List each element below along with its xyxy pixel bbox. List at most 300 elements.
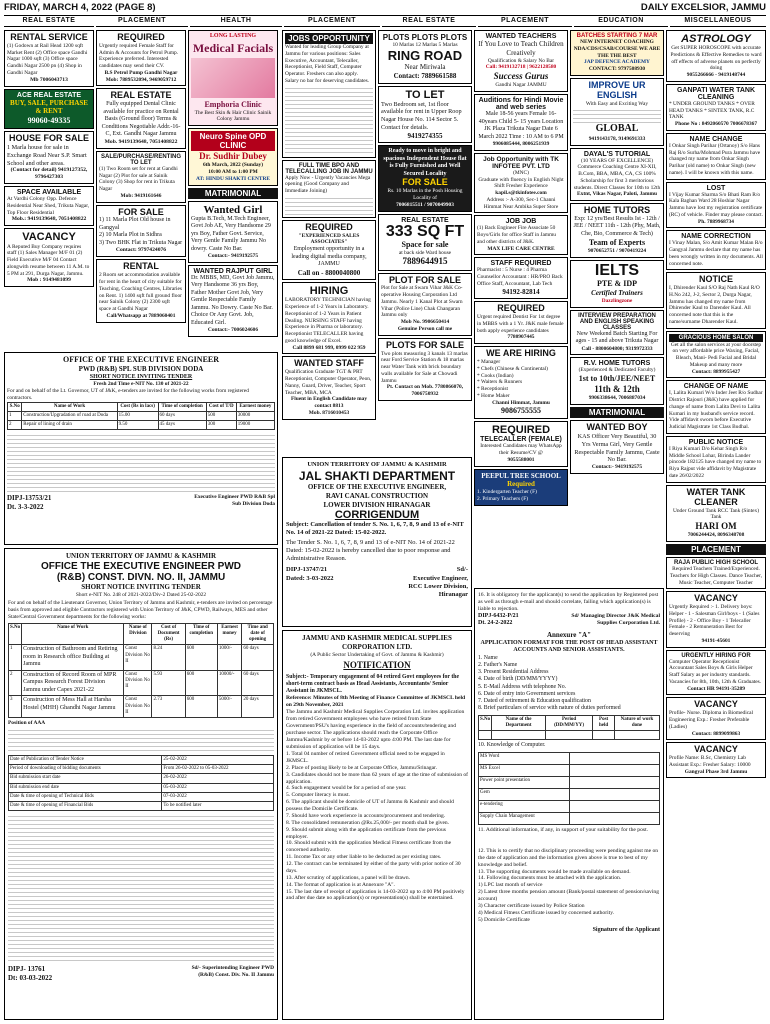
tender-fine-print [7, 432, 275, 492]
notice-date: Dated: 3-03-2022 [286, 574, 334, 582]
ad-phone: Pt. Contact on Mob. 7780866070, 7006750932 [386, 384, 464, 398]
table-cell: Const Division No II [124, 696, 152, 718]
ad-title: WANTED RAJPUT GIRL [193, 267, 273, 275]
ad-phone: 94191-45601 [701, 637, 731, 644]
ad-title: PLOTS FOR SALE [385, 339, 464, 350]
ad-for-sale [96, 205, 186, 258]
ad-ace-real-estate [4, 89, 94, 130]
section-real-estate-1: REAL ESTATE [4, 17, 94, 27]
list-item: 3. Present Residential Address [478, 669, 549, 676]
table-header: S.No [9, 623, 22, 645]
list-item: 8. The consolidated remuneration @Rs.25,000/- per month shall be given. [286, 819, 450, 826]
ad-title: NAME CORRECTION [681, 233, 751, 241]
list-item: 2. Place of posting likely to be at Corporate Office, Jammu/Srinagar. [286, 764, 437, 771]
ad-change-of-name [666, 380, 766, 434]
ad-address: Channi Himmat, Jammu [492, 399, 550, 406]
ad-note: Fluent in English Candidate may contact 8813 [290, 396, 368, 410]
table-cell: 600 [185, 670, 217, 696]
ad-vacancy-1 [666, 591, 766, 647]
table-cell: Const Division No II [124, 670, 152, 696]
ad-wanted-girl [188, 201, 278, 263]
ad-body: I, Dhirender Kaul S/O Raj Nath Kaul R/O H.No 242, J-2, Sector 2, Durga Nagar, Jammu has changed my name from Dhirender Kaul to Darender Kaul. All concerned note that this is the name/surname Dharender Kaul. [669, 285, 760, 325]
table-cell: 1 [8, 411, 22, 420]
table-cell: 10000/- [217, 670, 241, 696]
notice-body: The Tender S. No. 1, 6, 7, 8, 9 and 13 of e-NIT No. 14 of 2021-22 Dated: 15-02-2022 is hereby cancelled due to poor response and Administrative Reason. [286, 539, 455, 563]
ad-phone: Contact: 8899099863 [691, 730, 741, 737]
ad-vacancy-2 [666, 697, 766, 740]
ad-public-notice [666, 436, 766, 483]
ad-title: SALE/PURCHASE/RENTING TO LET [100, 153, 181, 166]
ad-brand: Emphoria Clinic [204, 99, 262, 109]
ad-title: WE ARE HIRING [486, 348, 556, 359]
column-7 [570, 30, 664, 585]
ad-note: Genuine Person call me [397, 325, 453, 332]
ad-brand: MAX LIFE CARE CENTRE [487, 245, 555, 252]
tender-title2: (R&B) CONST. DIVN. NO. II, JAMMU [56, 571, 226, 583]
ad-brand: GLOBAL [595, 123, 639, 135]
ad-body: Graduate with fluency in English Night Shift Fresher Experience [478, 176, 564, 190]
ad-we-are-hiring [474, 346, 568, 419]
ad-phone: 94192-82814 [502, 287, 540, 296]
annex-fields [478, 655, 660, 713]
tender-footer [8, 965, 274, 983]
table-cell: Construction/Upgradation of road at Doda [22, 411, 117, 420]
table-row [9, 696, 274, 718]
ad-phone: 9070652751 / 9070419224 [587, 248, 647, 255]
table-header: Name of Work [22, 623, 124, 645]
column-3 [188, 30, 278, 350]
list-item: 7. Dated of retirement & Education qualification [478, 698, 591, 705]
ad-title: RENTAL SERVICE [10, 32, 88, 42]
table-cell: 600 [185, 645, 217, 671]
ad-ganpati-water-tank [666, 84, 766, 131]
list-item: 1) LPC last month of service [478, 882, 543, 889]
annex-knowledge-table [478, 752, 660, 825]
ad-sub: TELECALLER (FEMALE) [480, 436, 562, 444]
table-cell: e-tendering [479, 800, 570, 812]
table-row [9, 774, 274, 783]
ad-title: REQUIRED [305, 221, 353, 232]
table-header-row [9, 623, 274, 645]
table-cell: 8.24 [152, 645, 185, 671]
table-header: Cost (Rs in lacs) [117, 402, 158, 411]
notice-title: JAMMU AND KASHMIR MEDICAL SUPPLIES CORPORATION LTD. [302, 634, 452, 651]
ad-phone: Contact:- 9419192575 [207, 253, 259, 260]
list-item: 4) Medical Fitness Certificate issued by concerned authority. [478, 910, 615, 917]
table-header: Post held [593, 715, 615, 731]
ad-phone: Mob. 9419139648, 7051408822 [104, 138, 178, 145]
list-item: 2. Father's Name [478, 661, 518, 668]
ad-auditions [474, 94, 568, 151]
ad-body: Required Teachers Trained/Experienced. Teachers for High Classes. Dance Teacher, Music Teacher, Computer Teacher [669, 566, 763, 586]
ad-body: Urgently required Female Staff for Admin & Accounts for Petrol Pump. Experience preferred. Interested candidates may send their CV. [99, 42, 179, 70]
sig-line: Sd/- [456, 566, 468, 574]
list-item: 15. The last date of receipt of application is 14-03-2022 up to 4:00 PM positively and after due date no application(s) or representation(s) shall be entertained. [286, 888, 465, 902]
list-item: 12. The contract can be terminated by either of the party with prior notice of 30 days. [286, 861, 461, 874]
notice-sub1: OFFICE OF THE EXECUTIVE ENGINEER, [307, 483, 447, 492]
notice-jkmsc-annexure [474, 588, 664, 1020]
tender-body: For and on behalf of the Lieutenant Governor, Union Territory of Jammu and Kashmir, e-tenders are invited on percentage basis from approved and eligible Contractors registered with Union Territory of J&K, CPWD, Railways, MES and other State/Central Government departments for the following works: [8, 600, 273, 620]
ad-brand: Success Gurus [493, 71, 549, 81]
notice-date: Dt. 24-2-2022 [478, 620, 513, 627]
column-2 [96, 30, 186, 350]
ad-body: Male 18-56 years Female 16-40years Child 5- 15 years Location JK Plaza Trikuta Nagar Date 6 March 2022 Time : 10 AM to 6 PM [478, 111, 564, 140]
ad-phone: Call/Whatsapp at 7889060401 [106, 312, 176, 319]
ad-body: I Vinay Malan, S/o Amit Kumar Malan R/o Gangyal Jammu declare that my name has been wrongly written in my documents. All concerned note. [669, 240, 763, 267]
list-item: 4. Such engagement would be for a period of one year. [286, 785, 407, 792]
list-item: 5) Domicile Certificate [478, 917, 530, 924]
ad-phone: Mb 7006043713 [30, 76, 68, 83]
ad-body: Qualification Graduate TGT & PRT Receptionist, Computer Operator, Peon, Nanny, Guard, Driver, Teacher, Sport Teacher, MBA, MCA [285, 369, 372, 396]
table-cell: From 26-02-2022 to 05-03-2022 [162, 765, 274, 774]
list-item: 7. Should have work experience in accounts/procurement and tendering. [286, 812, 446, 819]
notice-signature: Sd/ Managing Director J&K Medical Supplies Corporation Ltd. [571, 612, 660, 626]
list-item: 6. The applicant should be domicile of UT of Jammu & Kashmir and should possess the Domicile Certificate. [286, 799, 454, 813]
ad-sub: Space for sale [401, 239, 449, 249]
ad-body: LABORATORY TECHNICIAN having Experience of 1-2 Years in Laboratory. Receptionist of 1-2 Years in Patient Dealing. NURSING STAFF having Experience in Pharma or laboratory. Receptionist TELECALLER having good knowledge of Excel. [285, 297, 371, 344]
tender-title: OFFICE OF THE EXECUTIVE ENGINEER [62, 355, 220, 364]
ad-body: NEW INTERNET COACHING NDA/CDS/CSAB/COURSE WE ARE THE THE BEST [573, 39, 661, 59]
ad-phone: 99060-49335 [27, 116, 71, 126]
ad-date: 6th March, 2022 (Sunday) [202, 162, 264, 169]
table-cell: Repair of lining of drain [22, 421, 117, 430]
list-item: 1. Name [478, 654, 498, 661]
table-row [479, 812, 660, 824]
ad-body: I, Lalita Kumari W/o Inder Jeet R/o Sudhar District Rajouri (J&K) have applied for change of name from Lalita Devi to Lalita Kumari in my husband's service record. Vide affidavit sworn before Executive Judicial Magistrate 1st Class Budhal. [669, 390, 763, 431]
ad-title: INTERVIEW PREPARATION AND ENGLISH SPEAKING CLASSES [578, 312, 656, 331]
section-matrimonial: MATRIMONIAL [188, 188, 278, 199]
list-item: 6. Date of entry into Government services [478, 690, 576, 697]
table-row [479, 752, 660, 764]
ad-body: I Vijay Kumar Sharma S/o Bhati Ram R/o Kala Baghan Ward 28 Hoshiar Nagar Jammu have lost my registration certificate (RC) of vehicle. Finder may please contact. [669, 191, 764, 218]
ad-phone: CONTACT: 9797508930 [588, 66, 646, 72]
ad-body: I Riya Kumari D/o Kehar Singh R/o Middle School Lohar, Birinda Lander pincode 182125 have changed my name to Riya Rajput vide affidavit by Magistrate date 26/02/2022 [669, 445, 762, 479]
table-cell: Date of Publication of Tender Notice [9, 755, 162, 764]
ad-body: (1) Back Engineer Fire Associate 50 Boys/Girls for office Staff in Jammu and other districts of J&K. [477, 225, 557, 245]
notice-heading: NOTIFICATION [343, 660, 411, 671]
tender-signature: Executive Engineer PWD R&B Spl Sub Division Doda [194, 494, 275, 507]
tender-position: Position of AAA [8, 720, 46, 726]
ad-tag: LONG LASTING [209, 33, 257, 39]
ad-body: Gupta B.Tech, M.Tech Engineer, Govt Job AE, Very Handsome 29 yrs Boy, Father Govt. Service, Very Gentle Family Jammu No dowry. Caste No Bar. [191, 215, 271, 252]
ad-rental [96, 259, 186, 322]
tender-nit: SHORT NOTICE INVITING TENDER [89, 373, 193, 380]
ad-improve-english [570, 78, 664, 146]
ad-sub: PTE & IDP [597, 279, 637, 289]
table-row [479, 776, 660, 788]
ad-title: VACANCY [694, 593, 738, 604]
ad-title: GRACIOUS HOME SALON [669, 334, 763, 342]
notice-body: The Jammu and Kashmir Medical Supplies Corporation Ltd. invites application from retired Government employees who have retired from State Government/PSU's having experience in the field of accounts/tendering and purchase sector. The applications should reach the Corporate Office Jammu/Kashmir by or before 14-03-2022 upto 4:00 PM. The last date for submission of application will be 15 days. [286, 709, 465, 751]
ad-title: JOB JOB [505, 218, 537, 226]
annex-title: Annexure "A" [546, 630, 591, 639]
tender-table [8, 623, 274, 719]
ad-title: DAYAL'S TUTORIAL [583, 150, 651, 158]
ad-plot-for-sale [378, 273, 472, 336]
table-cell: 2.73 [152, 696, 185, 718]
ad-phone: Mob: 9419161646 [120, 192, 162, 199]
table-cell: 600 [185, 696, 217, 718]
table-cell: 07-03-2022 [162, 792, 274, 801]
ad-brand: HARI OM [695, 521, 737, 532]
ad-phone: 9055588001 [507, 456, 535, 463]
table-cell: 1 [9, 645, 22, 671]
ad-item: * Receptionist [477, 386, 508, 393]
ad-body: Two Bedroom set, 1st floor available for rent in Upper Roop Nagar House No. 114 Sector 5. Contact for details. [381, 100, 462, 131]
masthead [4, 2, 766, 16]
table-row [9, 645, 274, 671]
ad-body: Exp: 12 yrs/Best Results Ist - 12th / JEE / NEET 11th - 12th (Phy, Math, Che, Bio, Commerce & Tech) [573, 215, 661, 237]
ad-title: HOME TUTORS [583, 205, 651, 216]
tender-nit: SHORT NOTICE INVITING TENDER [81, 582, 201, 591]
tender-nit-no: Short e-NIT No. 248 of 2021-2022/Div-2 Dated 25-02-2022 [75, 591, 207, 598]
tender-ref: DIPJ-13753/21 [7, 494, 52, 503]
table-row [9, 670, 274, 696]
ad-body: With Easy and Exciting Way [585, 100, 649, 107]
ad-title: WANTED BOY [586, 422, 648, 433]
list-item: 11. Income Tax or any other liable to be deducted as per existing rates. [286, 854, 442, 861]
ad-body: Interested Candidates may WhatsApp their Resume/CV @ [480, 443, 562, 457]
ad-title: PLOTS PLOTS PLOTS [382, 33, 468, 42]
table-cell: Construction of Mess Hall at Harsha Hostel (MHH) Ghandhi Nagar Jammu [22, 696, 124, 718]
tender-fine-print [8, 813, 274, 963]
ad-phone: Contact:- 7006024606 [207, 327, 259, 334]
annex-sub: APPLICATION FORMAT FOR THE POST OF HEAD ASSISTANT ACCOUNTS AND SENIOR ASSISTANTS. [480, 639, 658, 654]
ad-title: PEEPUL TREE SCHOOL [481, 471, 561, 480]
ad-body: At Vardhi Colony Opp. Defence Residential Near Shed, Trikuta Nagar, Top Floor Residential [7, 196, 90, 216]
tender-pwd-doda [4, 352, 278, 545]
ad-plots [378, 30, 472, 84]
ad-title: RENTAL [123, 261, 159, 272]
notice-sub2: RAVI CANAL CONSTRUCTION [325, 491, 429, 500]
ad-body: I Onkar Singh Parihar (Ortanoy) S/o Hans Raj R/o Surha/Mohmad Pura Jammu have changed my name from Onkar Singh Parihar (old name) to Onkar Singh (new name). I will be known with this name. [669, 142, 761, 176]
ad-title: WANTED STAFF [294, 358, 364, 369]
ad-item: 3) Two BHK Flat in Trikuta Nagar [99, 239, 183, 246]
ad-phone: Contact HR 94191-35289 [687, 685, 745, 692]
ad-plots-for-sale [378, 338, 472, 401]
ad-title: PUBLIC NOTICE [688, 438, 744, 446]
ad-title: Medical Facials [192, 40, 274, 55]
ad-required-sales [282, 220, 376, 281]
table-cell: 60 days [242, 645, 274, 671]
notice-footer [478, 613, 660, 628]
ad-sub2: Certified Trainers [591, 289, 643, 298]
ad-body: A Reputed Buy Company requires staff (1) Sales Manager M/F 01 (2) Field Executive M/F 04 Contact alongwith resume between 11 A.M. to 5 PM at 291, Durga Nagar, Jammu. [7, 243, 90, 277]
ad-house-for-sale [4, 131, 94, 184]
table-row [9, 755, 274, 764]
table-row [8, 421, 275, 430]
ad-jobs-opportunity [282, 30, 376, 158]
ad-address: Extnt, Vikas Nagar, Paloti, Jammu [577, 191, 657, 198]
annex-additional: 11. Additional information, if any, in support of your suitability for the post. [478, 826, 649, 833]
list-item: 2) Latest three months pension amount (Bank/postal statement of pension/saving account) [478, 889, 659, 903]
ad-body: Two plots measuring 3 kanals 13 marlas near Ford Service Station & 18 marlas near Water Tank with brick boundary walls available for Sale at Chowadi Jammu [381, 350, 468, 384]
ad-water-tank-cleaner [666, 485, 766, 542]
ad-phone: Mob No. 9906650414 [400, 319, 450, 326]
ad-label: REAL ESTATE [401, 216, 449, 224]
ad-body: Computer Operator Receptionist Accountant Sales Boys & Girls Helper Staff Salary as per industry standards. Vacancies for 8th, 10th, 12th & Graduates. [669, 658, 762, 685]
ad-sub: "EXPERIENCED SALES ASSOCIATES" [298, 232, 360, 246]
ad-title: Auditions for Hindi Movie and web series [478, 97, 564, 111]
table-cell: 2 [8, 421, 22, 430]
annex-signature: Signature of the Applicant [592, 927, 660, 934]
ad-neuro-spine [188, 128, 278, 186]
table-row [8, 411, 275, 420]
notice-footer [286, 566, 468, 599]
notice-subject: Subject: Cancellation of tender S. No. 1, 6, 7, 8, 9 and 13 of e-NIT No. 14 of 2021-22 Dated: 15-02-2022. [286, 521, 464, 537]
ad-wanted-rajput-girl [188, 265, 278, 337]
ad-intro: Ready to move in bright and spacious Independent House flat is Fully Furnished and Well Secured Locality [383, 148, 467, 177]
ad-body: KAS Officer Very Beautiful, 30 Yrs Verma Girl, Very Gentle Respectable Family Jammu, Caste No Bar. [574, 433, 660, 464]
section-education: EDUCATION [574, 17, 668, 27]
ad-phone: 9419143178, 9149691333 [588, 135, 646, 142]
ad-phone: Ph. 7889968734 [698, 218, 734, 225]
table-row [479, 788, 660, 800]
table-row [479, 731, 660, 740]
ad-title: PLOT FOR SALE [389, 274, 461, 285]
ad-sub: BUY, SALE, PURCHASE & RENT [10, 98, 88, 116]
tender-table [7, 402, 275, 431]
ad-title: VACANCY [694, 699, 738, 710]
ad-body: 2 Room set accommodation available for rent in the heart of city suitable for Teaching, Coaching Centres, Libraries on Rent. 1) 1400 sqft full ground floor near Sainik Colony (2) 2300 sqft space at Gandhi Nagar [99, 272, 182, 313]
ad-address: The Best Skin & Hair Clinic Sainik Colony Jammu [194, 109, 272, 123]
ad-body: (10 YEARS OF EXCELLENCE) Commerce Coaching Centre XI-XII, B.Com, BBA, MBA, CA, CS 100% Scholarship for first 3 meritorious students. Direct Classes for 10th to 12th [573, 157, 661, 191]
tender-ref-block [8, 965, 52, 983]
ad-raja-public-school [666, 557, 766, 589]
table-cell: 20 days [242, 696, 274, 718]
section-health: HEALTH [190, 17, 282, 27]
table-cell: Date & time of opening of Technical Bids [9, 792, 162, 801]
sig-line: RCC Lower Division, [408, 582, 468, 590]
ad-title: FOR SALE [118, 206, 164, 217]
table-header: Nature of work done [615, 715, 660, 731]
ad-body: Dr. MBBS, MD, Govt Job Jammu, Very Handsome 36 yrs Boy, Father Mother Govt Job, Very Gentle Respectable Family Jammu. No Dowry. Caste No Bar. Choice Or Any Govt. Job, Educated Girl. [191, 274, 275, 326]
annex-knowledge: 10. Knowledge of Computer. [478, 742, 546, 749]
sig-line: Hiranagar [438, 590, 468, 598]
table-row [9, 802, 274, 811]
ad-brand: JAP DEFENCE ACADEMY [584, 59, 650, 66]
notice-subject: Subject:- Temporary engagement of 04 retired Govt employees for the short-term contract basis as Head Assistants, Accountants/ Senior Assistant in JKMSCL. [286, 673, 460, 694]
list-item: 14. The format of application is at Annexure "A". [286, 881, 395, 888]
ad-body: Plot for Sale at Swarn Vihar J&K Co-operative Housing Corporation Ltd Jammu. Nearly 1 Kanal Plot at Swarn Vihar (Police Line) Chak Changaran Jammu only [381, 285, 463, 319]
ad-phone: Call: 9419132718 | 9622128580 [485, 64, 557, 71]
tender-fresh: Fresh 2nd Time e-NIT No. 130 of 2021-22 [93, 381, 189, 388]
ad-title: Neuro Spine OPD CLINIC [191, 131, 275, 151]
table-header: Cost of T/D [206, 402, 236, 411]
notice-jal-shakti [282, 457, 472, 627]
ad-address: Address :- A-300, Sec-1 Channi Himmat Near Ambika Super Store [483, 196, 559, 210]
column-8 [666, 30, 766, 1022]
column-1 [4, 30, 94, 350]
list-item: 3. Candidates should not be more than 62 years of age at the time of submission of application. [286, 771, 468, 785]
ad-title: LOST [706, 184, 726, 192]
list-item: 4. Date of birth (DD/MM/YYYY) [478, 676, 558, 683]
ad-fine-print [285, 195, 373, 215]
annex-service-table [478, 715, 660, 741]
ad-address: Gangyal Phase 3rd Jammu [684, 768, 748, 775]
masthead-paper: DAILY EXCELSIOR, JAMMU [640, 2, 766, 13]
ad-interview-prep [570, 310, 664, 356]
annex-declaration: 12. This is to certify that no disciplinary proceeding were pending against me on the date of application and the information given above is true to best of my knowledge and belief. [478, 847, 659, 868]
ad-phone: 7780907445 [507, 334, 535, 341]
ad-phone: Call - 8800604800; 9319972333 [581, 345, 653, 352]
sig-line: Executive Engineer, [412, 574, 468, 582]
ad-fine-print [573, 107, 661, 123]
annex-doc-list [478, 882, 660, 924]
tender-signature: Sd/- Superintending Engineer PWD (R&B) Const. Div. No. II Jammu [191, 965, 274, 978]
ad-address: B.S Petrol Pump Gandhi Nagar [104, 69, 178, 76]
ad-staff-required [474, 257, 568, 299]
table-cell: 500 [206, 411, 236, 420]
ad-item: * Waiters & Runners [477, 379, 523, 386]
ad-title: RAJA PUBLIC HIGH SCHOOL [673, 560, 759, 567]
ad-body: Profile- Nurse. Diploma in Biomedical Engineering Exp.: Fresher Preferable (Ladies) [669, 710, 753, 730]
annex-declaration2: 13. The supporting documents would be made available on demand. [478, 868, 631, 875]
ad-title: IELTS [594, 262, 640, 280]
table-cell: Construction of Bathroom and Retiring room in Research office Building at Jammu [22, 645, 124, 671]
table-row [9, 783, 274, 792]
tender-date: Dt: 03-03-2022 [8, 974, 53, 982]
ad-body: 1 Marla house for sale in Exchange Road Near S.P. Smart School and other areas. [7, 144, 87, 167]
list-item: 5. Computer literacy is must. [286, 792, 350, 799]
ad-item: * Manager [477, 359, 501, 366]
ad-vacancy [4, 228, 94, 287]
ad-email: kapil.s@tkinfotee.com [495, 190, 547, 196]
ad-phone: Call on - 8800040800 [297, 268, 361, 277]
ad-body: Wanted for leading Group Company at Jammu for various positions: Sales Executive, Accountant, Telecaller, Receptionist, Field Staff, Computer Operator. Freshers can also apply. Salary no bar for deserving candidates. [285, 44, 370, 84]
table-header: Period (DD/MM/YY) [545, 715, 592, 731]
table-cell: Bid submission start date [9, 774, 162, 783]
ad-location: at back side Ward house [398, 249, 452, 256]
table-cell: Bid submission end date [9, 783, 162, 792]
ad-phone: 9906338644, 7006887034 [588, 395, 646, 402]
tender-ref-block [7, 494, 51, 512]
table-cell: 26-02-2022 [162, 774, 274, 783]
ad-body: Rs. 10 Marlas in the Posh Housing Locality of [387, 188, 463, 202]
ad-sub: Required [507, 480, 535, 489]
ad-body: Employment opportunity in a leading digital media company, JAMMU [291, 246, 367, 268]
section-placement-2: PLACEMENT [284, 17, 380, 27]
table-header: Time of completion [158, 402, 206, 411]
ad-title: REAL ESTATE [110, 90, 172, 101]
table-cell: 45 days [158, 421, 206, 430]
notice-term: 16. It is obligatory for the applicant(s) to send the application by Registered post as well as through e-mail and should correlate, failing which application(s) is liable to rejection. [478, 592, 659, 612]
table-cell: 15.00 [117, 411, 158, 420]
ad-astrology [666, 30, 766, 82]
ad-doctor: Dr. Sudhir Dubey [199, 151, 267, 161]
ad-job-job [474, 215, 568, 255]
ad-body: Urgent required Dentist For 1st degree in MBBS with a 1 Yr. J&K male female both apply experience candidates [477, 314, 564, 334]
table-row [479, 764, 660, 776]
ad-body: Apply Now - Urgently Vacancies Mega opening (Good Company and Immediate Joining) [285, 174, 371, 194]
ad-phone: Contact:- 9419192575 [591, 464, 643, 471]
table-cell: 5.93 [152, 670, 185, 696]
column-5 [378, 30, 472, 455]
table-cell: 9.50 [117, 421, 158, 430]
ad-urgently-hiring [666, 650, 766, 696]
table-header: Time and date of opening [242, 623, 274, 645]
notice-ref: DIPJ-6432-P/21 [478, 612, 519, 619]
tender-schedule [8, 755, 274, 812]
ad-title: WANTED TEACHERS [485, 33, 557, 40]
ad-title: CHANGE OF NAME [683, 383, 749, 391]
ad-phone: Mob: 7889532094, 9469059712 [105, 76, 177, 83]
ad-title: Wanted Girl [203, 203, 263, 216]
ad-phone: Call 8899 681 999, 0999 022 959 [292, 344, 366, 351]
ad-item: 1. Kindergarten Teacher (F) [477, 489, 537, 496]
ad-title: BATCHES STARTING 7 MAR [576, 33, 658, 39]
table-row [9, 792, 274, 801]
